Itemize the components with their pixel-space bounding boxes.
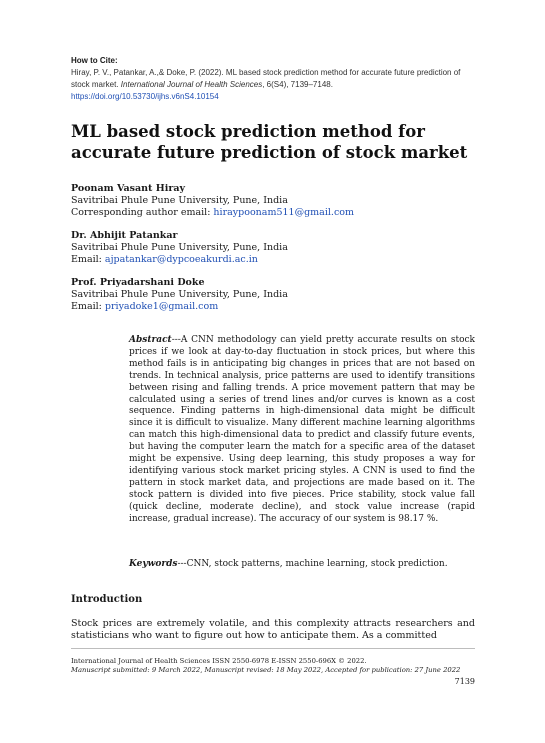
author-block [71, 277, 475, 313]
author-affiliation: Savitribai Phule Pune University, Pune, India [71, 195, 288, 206]
author-email-line [71, 301, 475, 313]
abstract-text: A CNN methodology can yield pretty accurate results on stock prices if we look at day-to-day fluctuation in stock prices, but where this method fails is in anticipating big changes in prices that are not based on trends. In technical analysis, price patterns are used to identify transitions between rising and falling trends. A price movement pattern that may be calculated using a series of trend lines and/or curves is known as a cost sequence. Finding patterns in high-dimensional data might be difficult since it is difficult to visualize. Many different machine learning algorithms can match this high-dimensional data to predict and classify future events, but having the computer learn the match for a specific area of the dataset might be expensive. Using deep learning, this study proposes a way for identifying various stock market pricing styles. A CNN is used to find the pattern in stock market data, and projections are made based on it. The stock pattern is divided into five pieces. Price stability, stock value fall (quick decline, moderate decline), and stock value increase (rapid increase, gradual increase). The accuracy of our system is 98.17 %. [129, 335, 475, 524]
citation-journal: International Journal of Health Sciences [120, 80, 263, 89]
citation-volume-pages: , 6(S4), 7139–7148. [262, 80, 333, 89]
author-name: Prof. Priyadarshani Doke [71, 277, 205, 288]
author-name: Dr. Abhijit Patankar [71, 230, 178, 241]
keywords [129, 558, 475, 570]
citation-authors-title: Hiray, P. V., Patankar, A.,& Doke, P. (2022). ML based stock prediction method for accurate future prediction of stock market. [71, 68, 461, 89]
author-email-line [71, 254, 475, 266]
manuscript-dates-line: Manuscript submitted: 9 March 2022, Manuscript revised: 18 May 2022, Accepted for publication: 27 June 2022 [71, 666, 461, 674]
citation-heading: How to Cite: [71, 56, 118, 65]
section-heading-introduction: Introduction [71, 594, 143, 605]
email-label: Email: [71, 301, 105, 312]
author-email-link[interactable]: priyadoke1@gmail.com [104, 301, 219, 312]
page-number: 7139 [454, 677, 475, 686]
paper-title: ML based stock prediction method for accurate future prediction of stock market [71, 122, 468, 162]
abstract-separator: --- [171, 335, 181, 345]
author-affiliation: Savitribai Phule Pune University, Pune, India [71, 242, 288, 253]
author-block [71, 183, 475, 219]
introduction-paragraph: Stock prices are extremely volatile, and this complexity attracts researchers and statisticians who want to figure out how to anticipate them. As a committed [71, 618, 475, 641]
author-email-link[interactable]: ajpatankar@dypcoeakurdi.ac.in [104, 254, 258, 265]
abstract-label: Abstract [129, 335, 172, 345]
author-email-link[interactable]: hiraypoonam511@gmail.com [213, 207, 354, 218]
citation-text [71, 67, 475, 103]
author-block [71, 230, 475, 266]
author-name: Poonam Vasant Hiray [71, 183, 186, 194]
author-email-line [71, 207, 475, 219]
keywords-separator: --- [177, 559, 187, 569]
email-label: Corresponding author email: [71, 207, 214, 218]
email-label: Email: [71, 254, 105, 265]
abstract [129, 335, 475, 526]
keywords-text: CNN, stock patterns, machine learning, stock prediction. [186, 559, 448, 569]
author-affiliation: Savitribai Phule Pune University, Pune, India [71, 289, 288, 300]
doi-link[interactable]: https://doi.org/10.53730/ijhs.v6nS4.10154 [71, 92, 219, 101]
journal-issn-line: International Journal of Health Sciences ISSN 2550-6978 E-ISSN 2550-696X © 2022. [71, 657, 367, 665]
footer-divider [71, 648, 475, 649]
keywords-label: Keywords [129, 559, 178, 569]
